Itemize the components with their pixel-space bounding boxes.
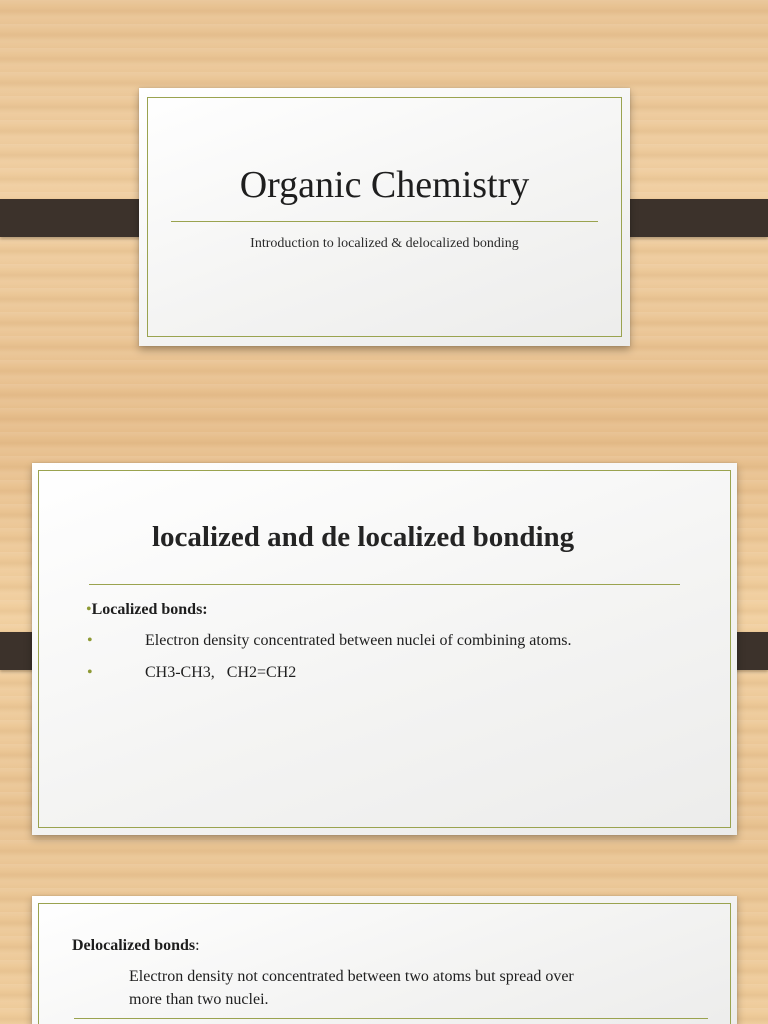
slide1-right-band [613, 199, 768, 237]
title-divider [171, 221, 598, 222]
localized-bonds-heading [86, 601, 208, 619]
slide-subtitle: Introduction to localized & delocalized bonding [250, 236, 519, 251]
title-slide-frame [147, 97, 622, 337]
bullet-item-1: Electron density concentrated between nuclei of combining atoms. [145, 632, 572, 649]
title-slide [139, 88, 630, 346]
slide1-left-band [0, 199, 155, 237]
delocalized-divider [74, 1018, 708, 1019]
delocalized-bonds-heading [72, 937, 200, 955]
bullet-marker: • [87, 664, 93, 681]
slide-title: Organic Chemistry [239, 164, 530, 206]
bullet-marker: • [87, 632, 93, 649]
delocalized-heading-text: Delocalized bonds [72, 937, 196, 954]
localized-bonding-slide [32, 463, 737, 835]
heading-bullet: • [86, 601, 92, 618]
heading-divider [89, 584, 680, 585]
delocalized-bonding-slide [32, 896, 737, 1024]
bullet-item-2: CH3-CH3, CH2=CH2 [145, 664, 297, 681]
delocalized-heading-suffix: : [195, 937, 200, 954]
slide-heading: localized and de localized bonding [152, 521, 575, 553]
delocalized-line-1: Electron density not concentrated between two atoms but spread over [129, 968, 574, 985]
heading-text: Localized bonds: [91, 601, 208, 618]
delocalized-line-2: more than two nuclei. [129, 991, 269, 1008]
